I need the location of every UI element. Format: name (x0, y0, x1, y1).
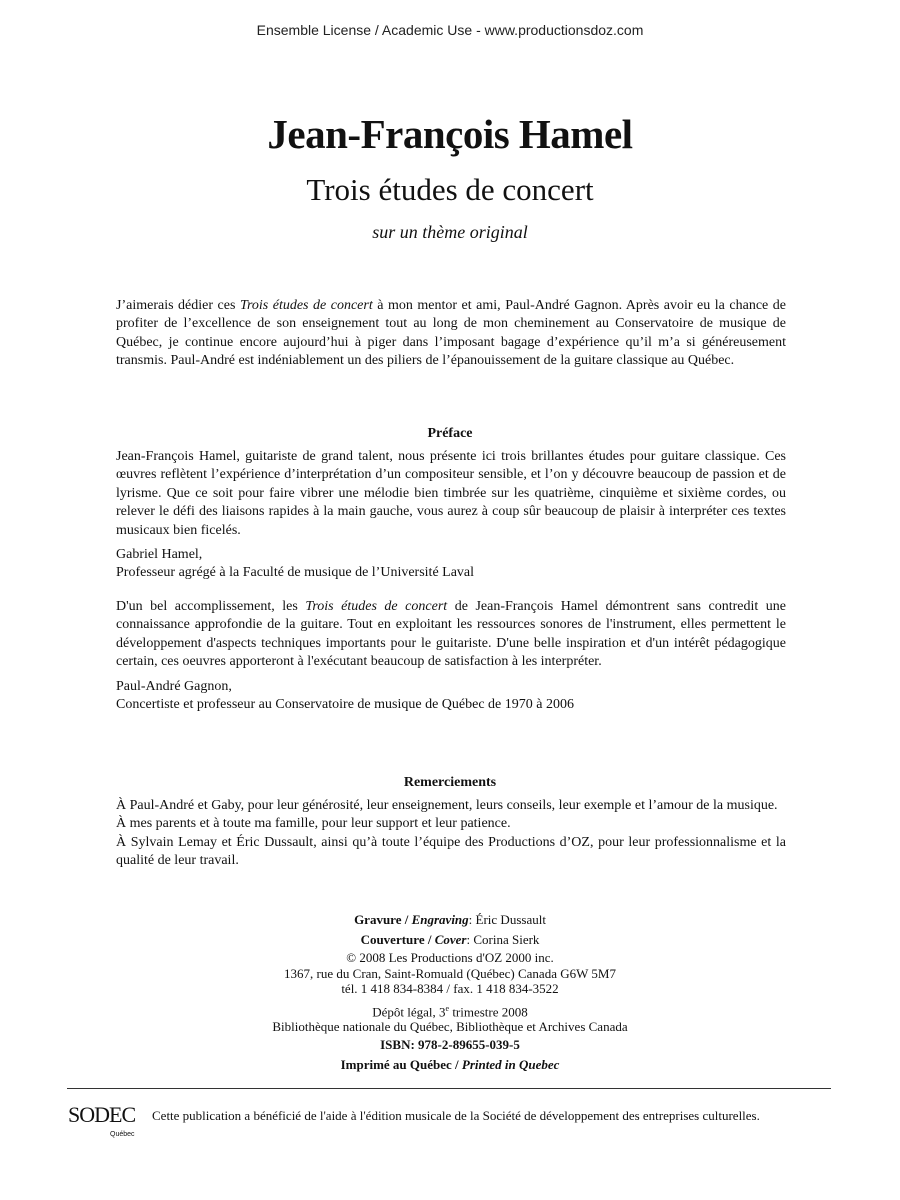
acknowledgement-line: À mes parents et à toute ma famille, pour leur support et leur patience. (116, 816, 511, 832)
credits-block (0, 912, 900, 1073)
testimonial-signature-title: Concertiste et professeur au Conservatoire de musique de Québec de 1970 à 2006 (116, 697, 574, 713)
cover-credit: Couverture / Cover: Corina Sierk (360, 931, 540, 947)
dedication-work-title: Trois études de concert (239, 298, 373, 313)
work-subtitle: sur un thème original (372, 222, 528, 242)
composer-name: Jean-François Hamel (267, 111, 633, 157)
acknowledgement-line: À Sylvain Lemay et Éric Dussault, ainsi qu’à toute l’équipe des Productions d’OZ, pour leur professionnalisme et la qualité de leur travail. (116, 834, 786, 869)
dedication-text-1: J’aimerais dédier ces (116, 298, 240, 313)
preface-paragraph: Jean-François Hamel, guitariste de grand talent, nous présente ici trois brillantes études pour guitare classique. Ces œuvres reflètent l’expérience d’interprétation d’un compositeur sensible, et l’on y découvre beaucoup de passion et de lyrisme. Que ce soit pour faire vibrer une mélodie bien timbrée sur les quatrième, cinquième et sixième cordes, ou relever le défi des liaisons rapides à la main gauche, vous aurez à coup sûr beaucoup de plaisir à interpréter ces textes musicaux bien ficelés. (116, 449, 786, 538)
testimonial-text-1: D'un bel accomplissement, les (116, 599, 306, 614)
sodec-logo-icon (66, 1096, 150, 1142)
sodec-logo (66, 1096, 150, 1142)
funding-notice: Cette publication a bénéficié de l'aide à l'édition musicale de la Société de développement des entreprises culturelles. (152, 1108, 760, 1123)
engraving-credit: Gravure / Engraving: Éric Dussault (354, 912, 546, 927)
isbn: ISBN: 978-2-89655-039-5 (380, 1036, 520, 1052)
testimonial-text-2: de Jean-François Hamel démontrent sans contredit une connaissance approfondie de la guitare. Tout en exploitant les ressources sonores de l'instrument, elles permettent le développement d'aspects techniques importants pour le guitariste. D'une belle inspiration et d'un intérêt pédagogique certain, ces oeuvres apporteront à l'exécutant beaucoup de satisfaction à les interpréter. (116, 599, 787, 670)
testimonial-section (116, 598, 786, 714)
preface-signature-name: Gabriel Hamel, (116, 547, 203, 563)
acknowledgement-line: À Paul-André et Gaby, pour leur générosité, leur enseignement, leurs conseils, leur exemple et l’amour de la musique. (116, 798, 778, 813)
work-title: Trois études de concert (306, 172, 594, 207)
legal-deposit: Dépôt légal, 3e trimestre 2008 (372, 1003, 528, 1019)
license-header: Ensemble License / Academic Use - www.productionsdoz.com (256, 22, 644, 38)
testimonial-work-title: Trois études de concert (305, 599, 448, 614)
acknowledgements-section (116, 797, 786, 871)
preface-signature-title: Professeur agrégé à la Faculté de musique de l’Université Laval (116, 565, 475, 581)
dedication-text-2: à mon mentor et ami, Paul-André Gagnon. Après avoir eu la chance de profiter de l’excellence de son enseignement tout au long de mon cheminement au Conservatoire de musique de Québec, je continue encore aujourd’hui à piger dans l’imposant bagage d’expérience qu’il m’a si généreusement transmis. Paul-André est indéniablement un des piliers de l’épanouissement de la guitare classique au Québec. (116, 298, 786, 369)
printed-in: Imprimé au Québec / Printed in Quebec (340, 1057, 560, 1073)
testimonial-signature-name: Paul-André Gagnon, (116, 678, 232, 694)
logo-subtext: Québec (110, 1131, 135, 1138)
copyright-line: © 2008 Les Productions d'OZ 2000 inc. (346, 950, 554, 965)
libraries-line: Bibliothèque nationale du Québec, Bibliothèque et Archives Canada (272, 1019, 628, 1035)
publisher-address: 1367, rue du Cran, Saint-Romuald (Québec) Canada G6W 5M7 (284, 965, 616, 981)
preface-heading: Préface (427, 426, 473, 441)
acknowledgements-heading: Remerciements (403, 775, 497, 790)
preface-section (116, 448, 786, 583)
dedication-paragraph (116, 297, 786, 371)
logo-wordmark: SODEC (68, 1102, 136, 1127)
footer-divider (67, 1088, 831, 1089)
testimonial-paragraph (116, 598, 786, 672)
publisher-phone: tél. 1 418 834-8384 / fax. 1 418 834-3522 (341, 981, 559, 996)
